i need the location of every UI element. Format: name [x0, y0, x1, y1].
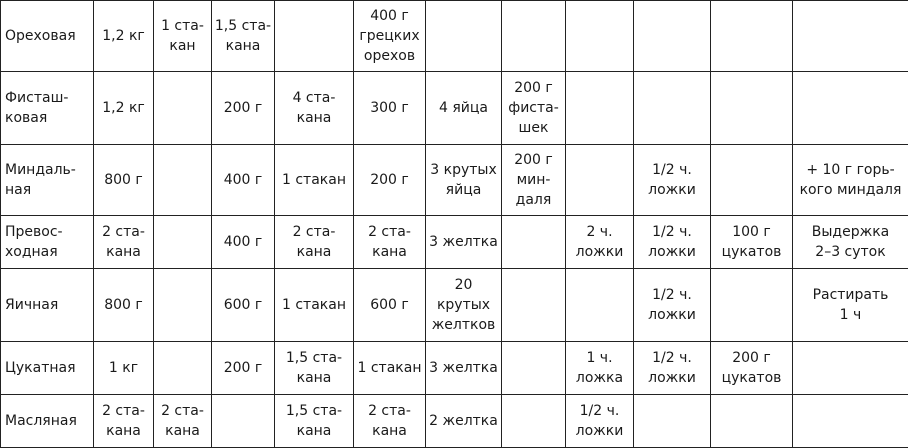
table-cell: 200 г мин- даля — [502, 145, 566, 216]
table-cell: 1,2 кг — [94, 72, 154, 145]
table-cell: 1/2 ч. ложки — [566, 395, 634, 448]
table-cell: 4 ста- кана — [275, 72, 354, 145]
table-row — [1, 145, 908, 216]
table-cell — [634, 72, 711, 145]
table-row — [1, 1, 908, 72]
table-cell: 4 яйца — [426, 72, 502, 145]
table-cell: Выдержка 2–3 суток — [793, 216, 908, 269]
table-cell: 1/2 ч. ложки — [634, 342, 711, 395]
table-cell: 2 ста- кана — [94, 216, 154, 269]
table-cell: 2 ста- кана — [275, 216, 354, 269]
table-cell — [793, 1, 908, 72]
table-cell: 1 стакан — [354, 342, 426, 395]
table-cell: Превос- ходная — [1, 216, 94, 269]
table-cell: 100 г цукатов — [711, 216, 793, 269]
table-cell: 200 г фиста- шек — [502, 72, 566, 145]
table-cell — [711, 145, 793, 216]
table-cell: 20 крутых желтков — [426, 269, 502, 342]
table-cell: 2 ста- кана — [354, 216, 426, 269]
table-cell: 400 г — [212, 216, 275, 269]
table-cell — [634, 1, 711, 72]
table-cell: 2 желтка — [426, 395, 502, 448]
table-cell: 300 г — [354, 72, 426, 145]
table-cell — [502, 342, 566, 395]
table-cell: 400 г грецких орехов — [354, 1, 426, 72]
table-cell: 3 крутых яйца — [426, 145, 502, 216]
table-cell — [502, 269, 566, 342]
table-cell: 800 г — [94, 145, 154, 216]
table-cell — [793, 72, 908, 145]
table-cell: 1,5 ста- кана — [212, 1, 275, 72]
table-cell: 2 ста- кана — [154, 395, 212, 448]
table-cell: 1,5 ста- кана — [275, 342, 354, 395]
table-cell — [634, 395, 711, 448]
table-cell — [711, 72, 793, 145]
table-cell — [502, 395, 566, 448]
table-cell: 1/2 ч. ложки — [634, 216, 711, 269]
table-cell: 1/2 ч. ложки — [634, 269, 711, 342]
table-cell: Растирать 1 ч — [793, 269, 908, 342]
table-cell: 1,2 кг — [94, 1, 154, 72]
table-cell — [793, 342, 908, 395]
table-cell — [793, 395, 908, 448]
table-cell: 1,5 ста- кана — [275, 395, 354, 448]
table-cell: 2 ста- кана — [354, 395, 426, 448]
table-cell: 800 г — [94, 269, 154, 342]
table-cell — [566, 1, 634, 72]
table-cell: 2 ста- кана — [94, 395, 154, 448]
table-cell: 3 желтка — [426, 216, 502, 269]
table-cell: 3 желтка — [426, 342, 502, 395]
table-cell — [566, 269, 634, 342]
table-cell: Фисташ- ковая — [1, 72, 94, 145]
table-cell — [154, 269, 212, 342]
table-cell — [275, 1, 354, 72]
table-cell — [154, 72, 212, 145]
table-row — [1, 72, 908, 145]
table-cell — [502, 216, 566, 269]
table-cell: 200 г — [354, 145, 426, 216]
table-cell: Миндаль- ная — [1, 145, 94, 216]
table-cell: 200 г — [212, 72, 275, 145]
table-cell — [566, 72, 634, 145]
table-cell: 1 стакан — [275, 145, 354, 216]
table-cell: Масляная — [1, 395, 94, 448]
table-cell: + 10 г горь- кого миндаля — [793, 145, 908, 216]
table-cell — [711, 269, 793, 342]
table-cell — [212, 395, 275, 448]
table-cell — [711, 395, 793, 448]
table-cell: 2 ч. ложки — [566, 216, 634, 269]
table-row — [1, 395, 908, 448]
table-cell — [502, 1, 566, 72]
table-cell: 200 г — [212, 342, 275, 395]
table-cell: 1/2 ч. ложки — [634, 145, 711, 216]
table-cell — [426, 1, 502, 72]
table-row — [1, 342, 908, 395]
table-cell: Цукатная — [1, 342, 94, 395]
table-cell — [154, 145, 212, 216]
table-cell: 200 г цукатов — [711, 342, 793, 395]
table-cell: Яичная — [1, 269, 94, 342]
table-cell — [566, 145, 634, 216]
table-cell: 1 ста- кан — [154, 1, 212, 72]
table-cell: 400 г — [212, 145, 275, 216]
table-cell: 1 кг — [94, 342, 154, 395]
table-cell: 1 стакан — [275, 269, 354, 342]
table-row — [1, 216, 908, 269]
table-cell: Ореховая — [1, 1, 94, 72]
table-cell — [154, 342, 212, 395]
table-cell — [711, 1, 793, 72]
table-cell — [154, 216, 212, 269]
table-cell: 600 г — [212, 269, 275, 342]
table-cell: 1 ч. ложка — [566, 342, 634, 395]
table-cell: 600 г — [354, 269, 426, 342]
table-row — [1, 269, 908, 342]
